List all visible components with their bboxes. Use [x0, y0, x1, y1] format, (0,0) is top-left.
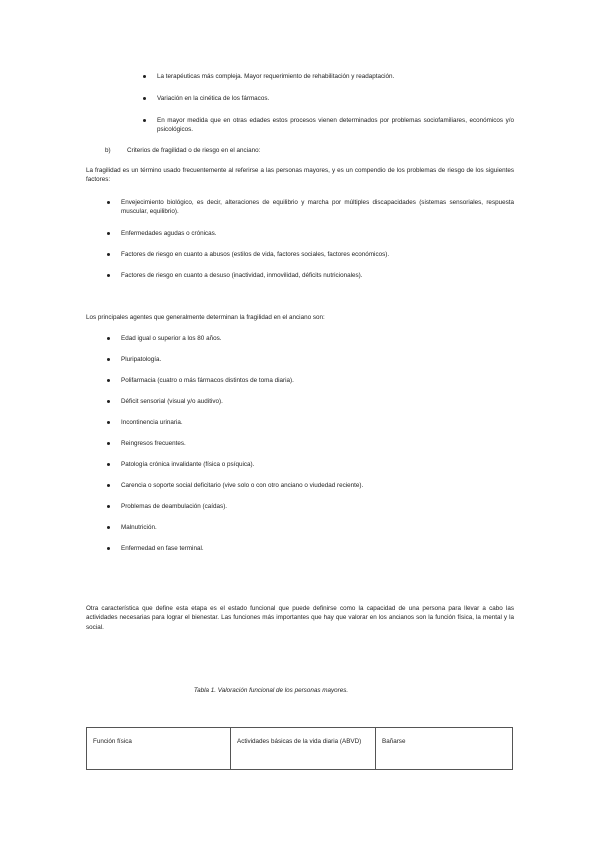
functional-assessment-table	[86, 727, 513, 770]
list-item	[107, 334, 514, 343]
bullet-icon	[107, 253, 110, 256]
list-item-text: Edad igual o superior a los 80 años.	[121, 335, 222, 342]
bullet-icon	[107, 337, 110, 340]
list-item-text: Enfermedad en fase terminal.	[121, 545, 204, 552]
list-item	[107, 502, 514, 511]
list-item-text: En mayor medida que en otras edades estos procesos vienen determinados por problemas sociofamiliares, económicos y/o psicológicos.	[157, 117, 514, 134]
list-item-text: Malnutrición.	[121, 524, 157, 531]
table-row	[87, 728, 513, 770]
bullet-icon	[107, 484, 110, 487]
list-item-text: Pluripatología.	[121, 356, 162, 363]
bullet-icon	[107, 358, 110, 361]
list-item-text: La terapéuticas más compleja. Mayor requerimiento de rehabilitación y readaptación.	[157, 73, 395, 80]
bullet-icon	[143, 119, 146, 122]
table-caption: Tabla 1. Valoración funcional de los personas mayores.	[193, 687, 349, 694]
list-item-text: Problemas de deambulación (caídas).	[121, 503, 228, 510]
list-item-text: Déficit sensorial (visual y/o auditivo).	[121, 398, 223, 405]
bullet-icon	[107, 547, 110, 550]
list-item-text: Patología crónica invalidante (física o psíquica).	[121, 461, 255, 468]
bullet-icon	[107, 442, 110, 445]
list-item-text: Factores de riesgo en cuanto a desuso (inactividad, inmovilidad, déficits nutricionales).	[121, 272, 363, 279]
list-item	[143, 72, 514, 81]
list-item	[107, 418, 514, 427]
list-item-text: Carencia o soporte social deficitario (vive solo o con otro anciano o viudedad reciente).	[121, 482, 364, 489]
fragility-paragraph: La fragilidad es un término usado frecuentemente al referirse a las personas mayores, y es un compendio de los problemas de riesgo de los siguientes factores:	[86, 167, 514, 184]
table-cell: Función física	[87, 728, 231, 770]
bullet-icon	[107, 400, 110, 403]
bullet-icon	[143, 75, 146, 78]
bullet-icon	[107, 232, 110, 235]
list-item	[107, 271, 514, 280]
table-cell: Actividades básicas de la vida diaria (ABVD)	[231, 728, 376, 770]
list-item	[107, 523, 514, 532]
functional-paragraph: Otra característica que define esta etapa es el estado funcional que puede definirse como la capacidad de una persona para llevar a cabo las actividades necesarias para lograr el bienestar. Las funciones más importantes que hay que valorar en los ancianos son la función física, la mental y la social.	[86, 605, 514, 631]
list-item	[107, 439, 514, 448]
list-item	[107, 198, 514, 217]
bullet-icon	[143, 97, 146, 100]
list-item	[143, 94, 514, 103]
list-item-text: Factores de riesgo en cuanto a abusos (estilos de vida, factores sociales, factores económicos).	[121, 251, 390, 258]
list-item-text: Incontinencia urinaria.	[121, 419, 183, 426]
bullet-icon	[107, 421, 110, 424]
list-item-text: Polifarmacia (cuatro o más fármacos distintos de toma diaria).	[121, 377, 294, 384]
list-item-text: Reingresos frecuentes.	[121, 440, 186, 447]
bullet-icon	[107, 379, 110, 382]
list-item	[107, 376, 514, 385]
list-item-text: Variación en la cinética de los fármacos.	[157, 95, 270, 102]
bullet-icon	[107, 463, 110, 466]
list-item	[107, 460, 514, 469]
bullet-icon	[107, 526, 110, 529]
list-item	[107, 355, 514, 364]
bullet-icon	[107, 201, 110, 204]
section-title: Criterios de fragilidad o de riesgo en el anciano:	[127, 147, 261, 154]
bullet-icon	[107, 274, 110, 277]
bullet-icon	[107, 505, 110, 508]
section-heading	[105, 146, 505, 155]
agents-intro: Los principales agentes que generalmente determinan la fragilidad en el anciano son:	[86, 314, 325, 321]
list-item	[143, 116, 514, 135]
section-letter: b)	[105, 147, 111, 154]
list-item-text: Envejecimiento biológico, es decir, alteraciones de equilibrio y marcha por múltiples discapacidades (sistemas sensoriales, respuesta muscular, equilibrio).	[121, 199, 514, 216]
list-item	[107, 481, 514, 490]
list-item-text: Enfermedades agudas o crónicas.	[121, 230, 217, 237]
list-item	[107, 544, 514, 553]
table-cell: Bañarse	[376, 728, 513, 770]
list-item	[107, 229, 514, 238]
list-item	[107, 397, 514, 406]
list-item	[107, 250, 514, 259]
